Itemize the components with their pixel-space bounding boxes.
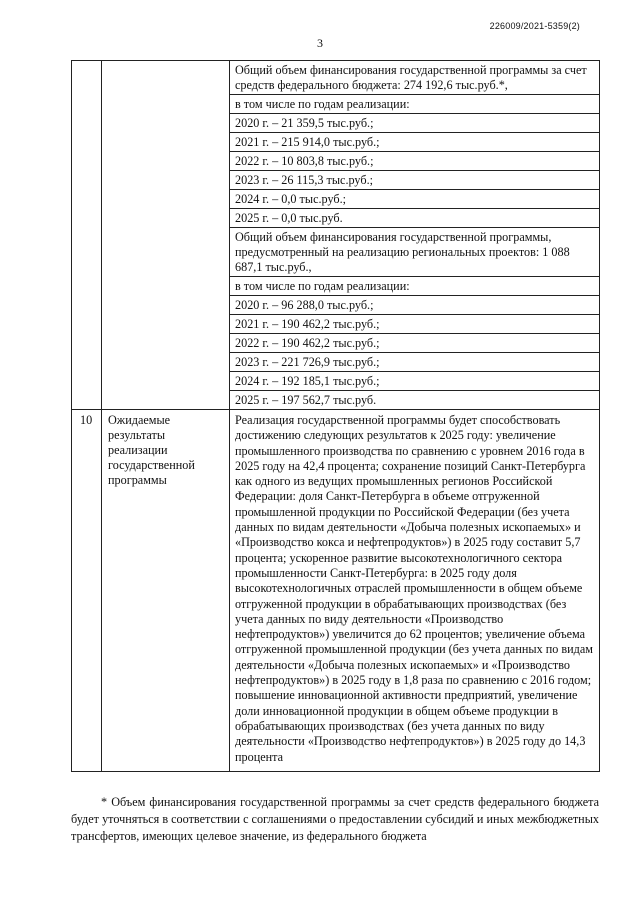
financing-line: 2022 г. – 10 803,8 тыс.руб.; bbox=[230, 152, 599, 171]
row-label-cell: Ожидаемые результаты реализации государственной программы bbox=[102, 410, 230, 772]
row-number-cell bbox=[72, 61, 102, 410]
page-number: 3 bbox=[317, 36, 323, 50]
financing-line: 2021 г. – 190 462,2 тыс.руб.; bbox=[230, 315, 599, 334]
financing-line: 2023 г. – 221 726,9 тыс.руб.; bbox=[230, 353, 599, 372]
financing-line: 2023 г. – 26 115,3 тыс.руб.; bbox=[230, 171, 599, 190]
program-passport-table bbox=[71, 60, 600, 772]
financing-line: 2021 г. – 215 914,0 тыс.руб.; bbox=[230, 133, 599, 152]
financing-cell bbox=[230, 61, 600, 410]
footnote: * Объем финансирования государственной программы за счет средств федерального бюджета будет уточняться в соответствии с соглашениями о предоставлении субсидий и иных межбюджетных трансфертов, имеющих целевое значение, из федерального бюджета bbox=[71, 795, 599, 843]
financing-line: 2024 г. – 192 185,1 тыс.руб.; bbox=[230, 372, 599, 391]
table-row-financing bbox=[72, 61, 600, 410]
row-label-cell bbox=[102, 61, 230, 410]
financing-line: 2020 г. – 96 288,0 тыс.руб.; bbox=[230, 296, 599, 315]
document-id: 226009/2021-5359(2) bbox=[489, 21, 580, 31]
financing-line: 2025 г. – 0,0 тыс.руб. bbox=[230, 209, 599, 228]
financing-line: Общий объем финансирования государственной программы, предусмотренный на реализацию региональных проектов: 1 088 687,1 тыс.руб., bbox=[230, 228, 599, 277]
expected-results-text: Реализация государственной программы будет способствовать достижению следующих результатов к 2025 году: увеличение промышленного производства по сравнению с уровнем 2016 года в 2025 году на 42,4 процента; сохранение позиций Санкт-Петербурга как одного из ведущих промышленных регионов Российской Федерации: доля Санкт-Петербурга в объеме отгруженной промышленной продукции по Российской Федерации (без учета данных по видам деятельности «Добыча полезных ископаемых» и «Производство кокса и нефтепродуктов») в 2025 году составит 5,7 процента; ускоренное развитие высокотехнологичного сектора промышленности Санкт-Петербурга: в 2025 году доля высокотехнологичных отраслей промышленности в общем объеме отгруженной продукции в обрабатывающих производствах (без учета данных по виду деятельности «Производство нефтепродуктов») увеличится до 62 процентов; увеличение объема отгруженной промышленной продукции (без учета данных по видам деятельности «Добыча полезных ископаемых» и «Производство нефтепродуктов») в 2025 году в 1,8 раза по сравнению с 2016 годом; повышение инновационной активности предприятий, увеличение доли инновационной продукции в общем объеме продукции в обрабатывающих производствах (без учета данных по виду деятельности «Производство нефтепродуктов») в 2025 году до 14,3 процента bbox=[230, 410, 600, 772]
financing-line: 2024 г. – 0,0 тыс.руб.; bbox=[230, 190, 599, 209]
financing-line: 2020 г. – 21 359,5 тыс.руб.; bbox=[230, 114, 599, 133]
financing-list bbox=[230, 61, 599, 409]
financing-line: в том числе по годам реализации: bbox=[230, 95, 599, 114]
financing-line: 2025 г. – 197 562,7 тыс.руб. bbox=[235, 393, 377, 407]
financing-line: Общий объем финансирования государственной программы за счет средств федерального бюджета: 274 192,6 тыс.руб.*, bbox=[230, 61, 599, 95]
table-row-expected-results bbox=[72, 410, 600, 772]
financing-line: в том числе по годам реализации: bbox=[230, 277, 599, 296]
row-number-cell: 10 bbox=[72, 410, 102, 772]
financing-line: 2022 г. – 190 462,2 тыс.руб.; bbox=[230, 334, 599, 353]
